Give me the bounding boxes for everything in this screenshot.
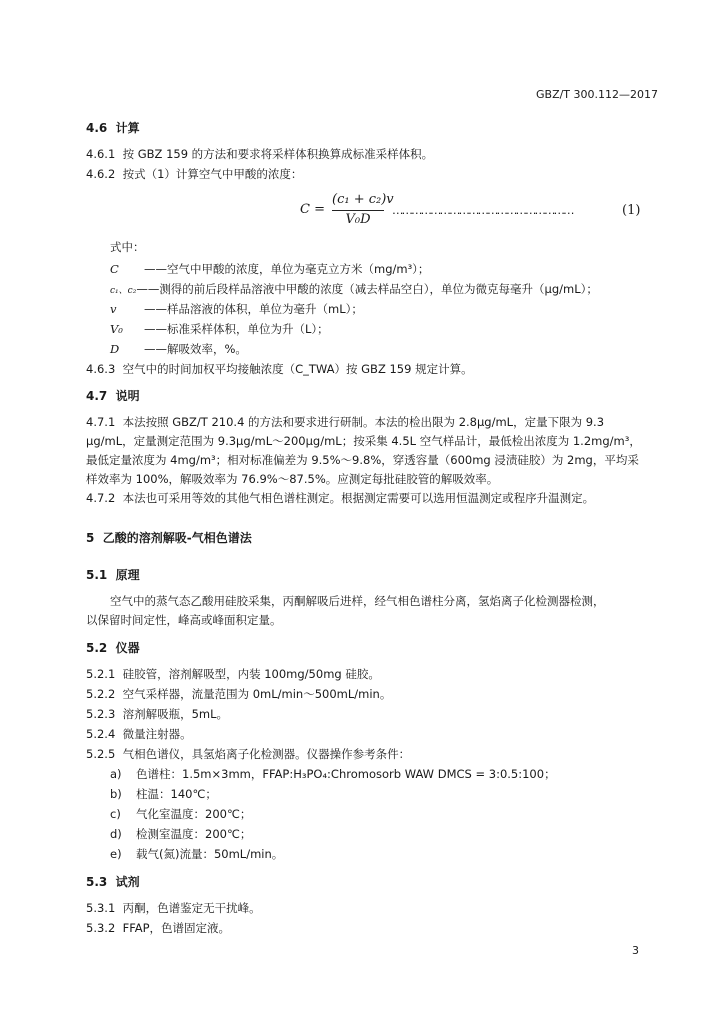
list-label: c): [110, 807, 121, 821]
list-text: 柱温：140℃；: [136, 787, 217, 801]
list-item: [110, 787, 217, 802]
clause-number: 5.2.1: [86, 667, 116, 681]
section-number: 5: [86, 531, 95, 545]
clause-text: 按 GBZ 159 的方法和要求将采样体积换算成标准采样体积。: [122, 147, 434, 161]
clause-number: 5.3.1: [86, 901, 116, 915]
list-text: 色谱柱：1.5m×3mm，FFAP:H₃PO₄:Chromosorb WAW DMCS = 3:0.5:100；: [136, 767, 556, 781]
heading-5: [86, 530, 252, 546]
clause-number: 5.2.5: [86, 747, 116, 761]
formula-number: (1): [622, 203, 641, 218]
symbol-desc: ——解吸效率，%。: [144, 342, 247, 356]
clause-number: 4.7.1: [86, 415, 116, 429]
list-label: a): [110, 767, 122, 781]
list-text: 检测室温度：200℃；: [136, 827, 252, 841]
heading-4-7: [86, 388, 140, 404]
clause-4-6-3: [86, 362, 473, 377]
symbol: c₁、c₂: [110, 286, 137, 296]
section-title: 试剂: [115, 875, 140, 889]
section-title: 仪器: [115, 641, 140, 655]
clause-number: 5.2.3: [86, 707, 116, 721]
clause-text: 本法按照 GBZ/T 210.4 的方法和要求进行研制。本法的检出限为 2.8μg/mL，定量下限为 9.3: [122, 415, 605, 429]
clause-text: 丙酮，色谱鉴定无干扰峰。: [122, 901, 261, 915]
list-text: 载气(氮)流量：50mL/min。: [136, 847, 284, 861]
section-number: 5.1: [86, 568, 108, 582]
symbol: V₀: [110, 322, 123, 336]
formula-leader-dots: …………………………………………………: [392, 203, 573, 217]
clause-number: 4.6.2: [86, 167, 116, 181]
section-title: 原理: [115, 568, 140, 582]
fraction-bar: [332, 210, 384, 211]
clause-5-2-3: [86, 707, 228, 722]
where-item: [110, 262, 429, 277]
section-title: 说明: [115, 389, 140, 403]
list-text: 气化室温度：200℃；: [136, 807, 252, 821]
section-number: 4.6: [86, 121, 108, 135]
clause-text-line: μg/mL，定量测定范围为 9.3μg/mL～200μg/mL；按采集 4.5L 空气样品计，最低检出浓度为 1.2mg/m³，: [86, 434, 641, 448]
heading-4-6: [86, 120, 140, 136]
section-title: 计算: [115, 121, 140, 135]
clause-text-line: 样效率为 100%，解吸效率为 76.9%～87.5%。应测定每批硅胶管的解吸效率。: [86, 472, 499, 486]
clause-text: 硅胶管，溶剂解吸型，内装 100mg/50mg 硅胶。: [122, 667, 380, 681]
heading-5-2: [86, 640, 140, 656]
section-title: 乙酸的溶剂解吸-气相色谱法: [102, 531, 252, 545]
clause-number: 5.2.4: [86, 727, 116, 741]
clause-5-2-1: [86, 667, 380, 682]
clause-number: 4.6.1: [86, 147, 116, 161]
symbol: v: [110, 302, 117, 316]
symbol-desc: ——样品溶液的体积，单位为毫升（mL）；: [144, 302, 363, 316]
symbol: D: [110, 342, 120, 356]
clause-number: 5.3.2: [86, 921, 116, 935]
clause-5-3-1: [86, 901, 261, 916]
clause-5-2-5: [86, 747, 410, 762]
symbol-desc: ——测得的前后段样品溶液中甲酸的浓度（减去样品空白），单位为微克每毫升（μg/mL）；: [136, 282, 598, 296]
symbol: C: [110, 262, 119, 276]
clause-4-6-2: [86, 167, 302, 182]
clause-text: 溶剂解吸瓶，5mL。: [122, 707, 229, 721]
list-label: d): [110, 827, 122, 841]
clause-5-2-4: [86, 727, 192, 742]
formula-denominator: V₀D: [345, 212, 371, 227]
clause-text: 按式（1）计算空气中甲酸的浓度：: [122, 167, 303, 181]
clause-4-7-1: [86, 415, 604, 430]
where-intro: 式中：: [110, 240, 145, 254]
where-item: [110, 302, 363, 317]
clause-text: 本法也可采用等效的其他气相色谱柱测定。根据测定需要可以选用恒温测定或程序升温测定。: [122, 491, 595, 505]
formula-numerator: (c₁ + c₂)v: [332, 192, 394, 207]
clause-text: 气相色谱仪，具氢焰离子化检测器。仪器操作参考条件：: [122, 747, 411, 761]
clause-number: 4.7.2: [86, 491, 116, 505]
list-item: [110, 767, 556, 782]
paragraph-line: 以保留时间定性，峰高或峰面积定量。: [86, 613, 282, 627]
section-number: 4.7: [86, 389, 108, 403]
where-item: [110, 282, 598, 299]
section-number: 5.3: [86, 875, 108, 889]
page-number: 3: [632, 944, 639, 957]
list-item: [110, 847, 283, 862]
clause-4-6-1: [86, 147, 433, 162]
list-item: [110, 807, 251, 822]
paragraph-line: 空气中的蒸气态乙酸用硅胶采集，丙酮解吸后进样，经气相色谱柱分离，氢焰离子化检测器检测，: [110, 594, 605, 608]
heading-5-3: [86, 874, 140, 890]
clause-4-7-2: [86, 491, 594, 506]
clause-text: FFAP，色谱固定液。: [122, 921, 231, 935]
symbol-desc: ——空气中甲酸的浓度，单位为毫克立方米（mg/m³）；: [144, 262, 430, 276]
clause-text: 微量注射器。: [122, 727, 192, 741]
symbol-desc: ——标准采样体积，单位为升（L）；: [144, 322, 329, 336]
clause-text: 空气中的时间加权平均接触浓度（C_TWA）按 GBZ 159 规定计算。: [122, 362, 473, 376]
where-item: [110, 342, 247, 357]
section-number: 5.2: [86, 641, 108, 655]
clause-text-line: 最低定量浓度为 4mg/m³；相对标准偏差为 9.5%～9.8%，穿透容量（600mg 浸渍硅胶）为 2mg，平均采: [86, 453, 639, 467]
where-item: [110, 322, 329, 337]
list-label: b): [110, 787, 122, 801]
clause-number: 5.2.2: [86, 687, 116, 701]
clause-text: 空气采样器，流量范围为 0mL/min～500mL/min。: [122, 687, 392, 701]
list-item: [110, 827, 251, 842]
clause-5-2-2: [86, 687, 391, 702]
list-label: e): [110, 847, 122, 861]
heading-5-1: [86, 567, 140, 583]
document-code: GBZ/T 300.112—2017: [536, 88, 659, 101]
clause-5-3-2: [86, 921, 230, 936]
clause-number: 4.6.3: [86, 362, 116, 376]
formula-lhs: C =: [300, 202, 325, 217]
